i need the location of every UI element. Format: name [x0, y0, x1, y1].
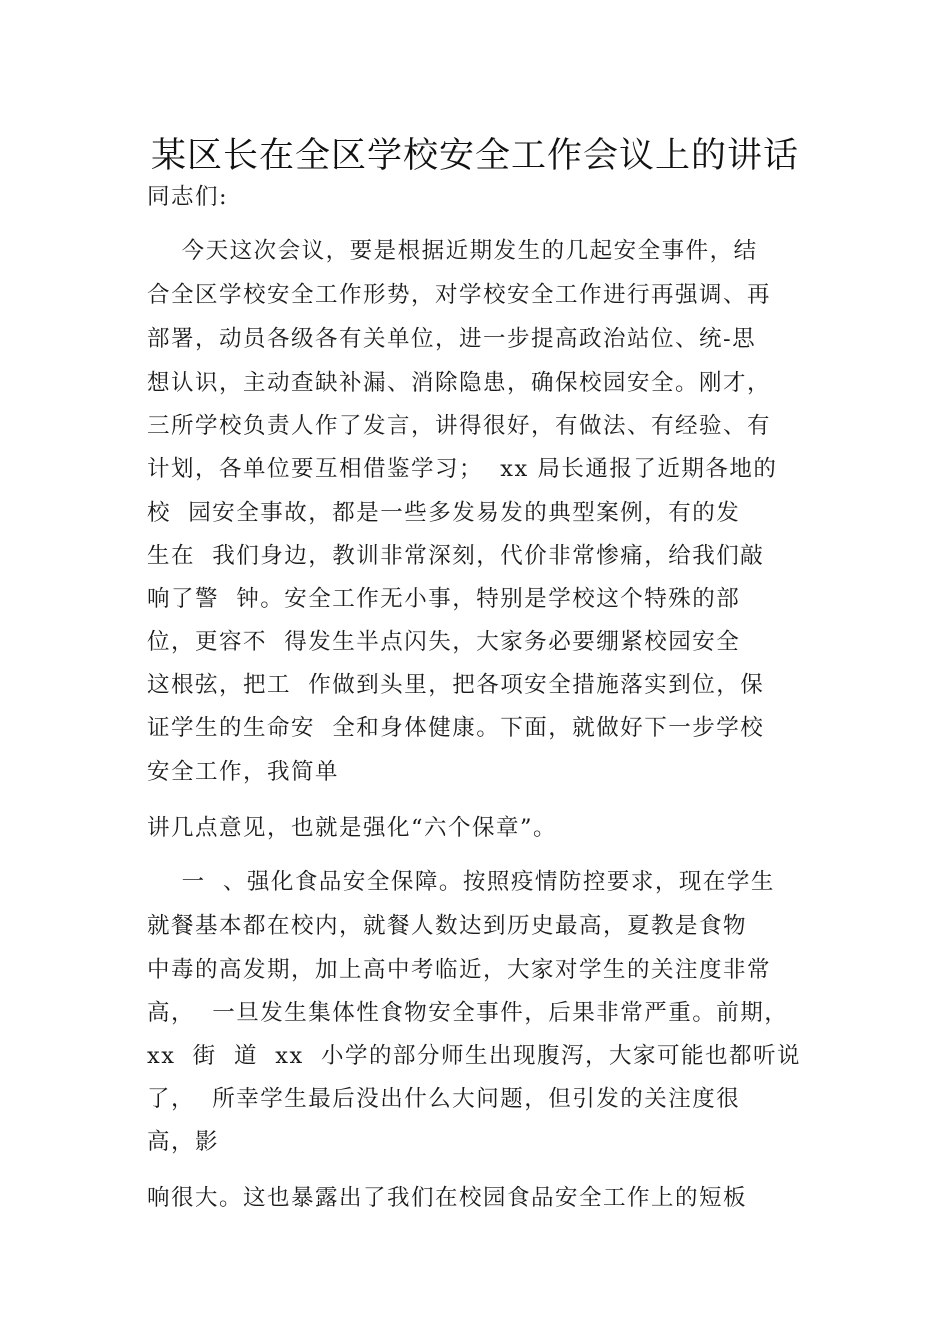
- body-line: 中毒的高发期，加上高中考临近，大家对学生的关注度非常: [147, 957, 772, 983]
- body-line: 这根弦，把工 作做到头里，把各项安全措施落实到位，保: [147, 672, 765, 698]
- section-heading-line: 一 、强化食品安全保障。按照疫情防控要求，现在学生: [147, 869, 775, 895]
- body-line: 安全工作，我简单: [147, 759, 340, 785]
- body-line: 高， 一旦发生集体性食物安全事件，后果非常严重。前期，: [147, 1000, 789, 1026]
- body-line: 部署，动员各级各有关单位，进一步提高政治站位、统-思: [147, 326, 757, 352]
- body-line: 生在 我们身边，教训非常深刻，代价非常惨痛，给我们敲: [147, 543, 765, 569]
- body-line: 响很大。这也暴露出了我们在校园食品安全工作上的短板: [147, 1185, 748, 1211]
- body-line: 位，更容不 得发生半点闪失，大家务必要绷紧校园安全: [147, 629, 741, 655]
- body-line: 合全区学校安全工作形势，对学校安全工作进行再强调、再: [147, 282, 772, 308]
- body-line: 就餐基本都在校内，就餐人数达到历史最高，夏教是食物: [147, 913, 748, 939]
- body-line: 讲几点意见，也就是强化“六个保章”。: [147, 815, 558, 841]
- salutation: 同志们:: [147, 184, 229, 210]
- body-line: xx 街 道 xx 小学的部分师生出现腹泻，大家可能也都听说: [147, 1043, 801, 1069]
- body-line: 想认识，主动查缺补漏、消除隐患，确保校园安全。刚才，: [147, 370, 772, 396]
- body-line: 证学生的生命安 全和身体健康。下面，就做好下一步学校: [147, 715, 765, 741]
- body-line: 计划，各单位要互相借鉴学习； xx 局长通报了近期各地的: [147, 456, 778, 482]
- body-line: 三所学校负责人作了发言，讲得很好，有做法、有经验、有: [147, 413, 772, 439]
- body-line: 校 园安全事故，都是一些多发易发的典型案例，有的发: [147, 500, 741, 526]
- body-line: 高，影: [147, 1129, 220, 1155]
- body-line: 今天这次会议，要是根据近期发生的几起安全事件，结: [147, 238, 758, 264]
- body-line: 响了警 钟。安全工作无小事，特别是学校这个特殊的部: [147, 586, 741, 612]
- body-line: 了， 所幸学生最后没出什么大问题，但引发的关注度很: [147, 1086, 741, 1112]
- document-title: 某区长在全区学校安全工作会议上的讲话: [150, 136, 799, 176]
